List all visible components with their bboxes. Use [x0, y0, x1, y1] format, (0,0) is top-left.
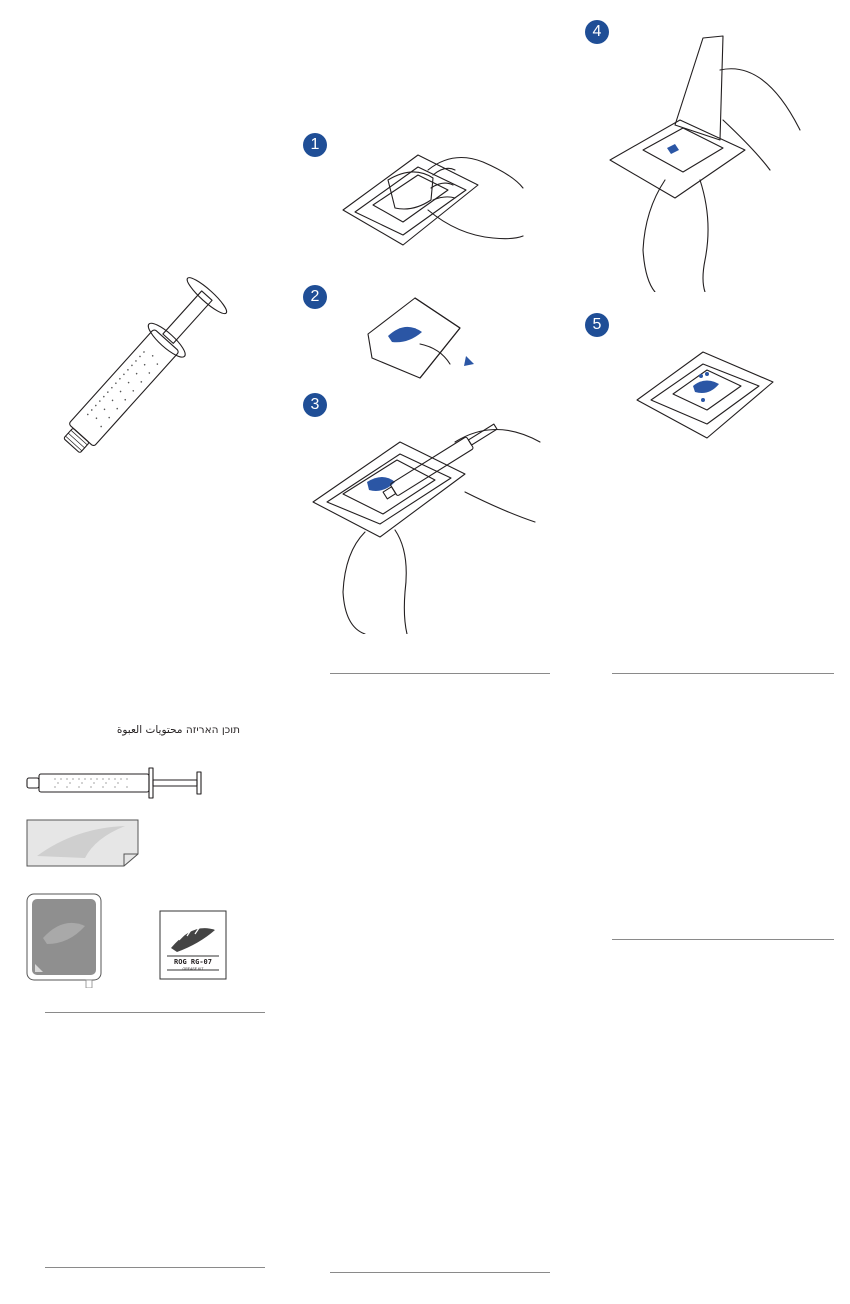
sticker-brand-text: ROG RG-07 [174, 958, 212, 966]
thermal-pad-content-item [25, 892, 103, 988]
package-contents-hebrew: תוכן האריזה [185, 724, 240, 736]
divider-right-top [612, 673, 834, 674]
step-1-clean-cpu-illustration [333, 140, 528, 265]
step-2-peel-film-illustration [360, 292, 480, 384]
step-2-badge: 2 [303, 285, 327, 309]
syringe-content-item [25, 766, 205, 800]
step-3-apply-paste-illustration [305, 402, 550, 634]
divider-left-mid [45, 1012, 265, 1013]
step-5-finished-cpu-illustration [633, 330, 778, 445]
step-1-badge: 1 [303, 133, 327, 157]
divider-right-bottom [612, 939, 834, 940]
step-4-badge: 4 [585, 20, 609, 44]
divider-middle-top [330, 673, 550, 674]
step-3-badge: 3 [303, 393, 327, 417]
rog-sticker-content-item [159, 910, 227, 980]
thermal-paste-syringe-illustration [28, 232, 268, 490]
package-contents-heading [116, 724, 240, 736]
sticker-subtitle-text: GREASE KIT [182, 967, 204, 971]
stencil-film-content-item [25, 818, 140, 868]
divider-middle-bottom [330, 1272, 550, 1273]
step-5-badge: 5 [585, 313, 609, 337]
step-4-remove-stencil-illustration [605, 30, 805, 292]
divider-left-bottom [45, 1267, 265, 1268]
package-contents-arabic: محتويات العبوة [116, 724, 183, 736]
